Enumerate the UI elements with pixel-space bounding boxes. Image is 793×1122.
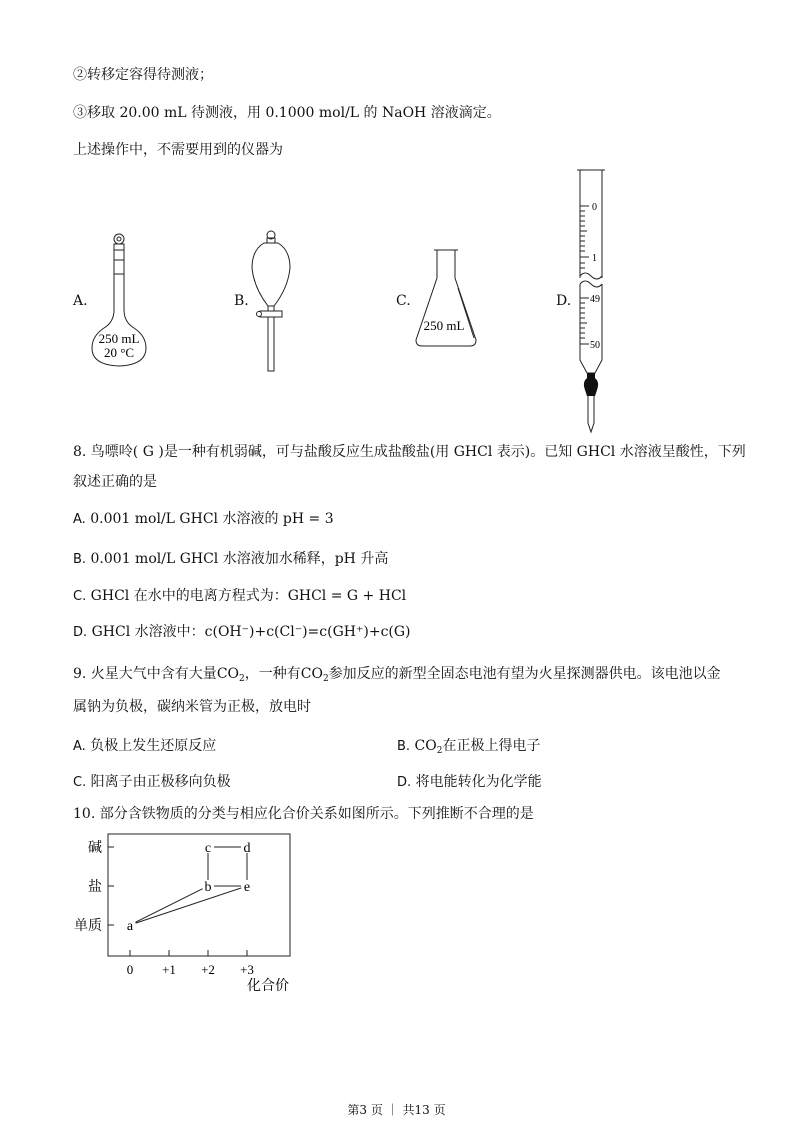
point-c: c (204, 841, 212, 856)
x-tick-label: +1 (162, 962, 176, 977)
point-d: d (243, 841, 251, 856)
q8-option-a[interactable] (73, 510, 334, 529)
erlenmeyer-flask-icon (412, 248, 482, 356)
x-tick-label: +2 (201, 962, 215, 977)
volumetric-flask-icon (88, 230, 158, 375)
option-label: A. (73, 512, 86, 527)
q8-stem-line2: 叙述正确的是 (73, 474, 157, 490)
burette-mark-49: 49 (590, 294, 600, 305)
q7-option-c-label[interactable]: C. (396, 293, 411, 309)
x-tick-label: +3 (240, 962, 254, 977)
x-axis-label: 化合价 (247, 979, 289, 994)
q7-option-a-label[interactable]: A. (73, 293, 88, 309)
y-tick-label: 单质 (74, 919, 102, 934)
q7-question: 上述操作中，不需要用到的仪器为 (73, 142, 283, 158)
x-tick-label: 0 (126, 962, 134, 977)
erlenmeyer-volume-label: 250 mL (423, 318, 465, 333)
option-text: GHCl 水溶液中：c(OH⁻)+c(Cl⁻)=c(GH⁺)+c(G) (91, 624, 411, 640)
q9-stem-line1: 9. 火星大气中含有大量$CO_2$，一种有$CO_2$参加反应的新型全固态电池有望为火星探测器供电。该电池以金 (73, 666, 721, 684)
y-tick-label: 盐 (88, 880, 102, 895)
option-label: B. (73, 552, 87, 567)
q10-stem: 10. 部分含铁物质的分类与相应化合价关系如图所示。下列推断不合理的是 (73, 806, 534, 822)
option-label: C. (73, 589, 87, 604)
flask-temp-label: 20 °C (103, 345, 135, 360)
point-e: e (243, 880, 251, 895)
q7-option-d-label[interactable]: D. (556, 293, 572, 309)
q9-option-c[interactable]: C. 阳离子由正极移向负极 (73, 774, 231, 790)
y-tick-label: 碱 (88, 841, 102, 856)
q7-option-b-label[interactable]: B. (234, 293, 249, 309)
q8-stem-line1: 8. 鸟嘌呤( G )是一种有机弱碱，可与盐酸反应生成盐酸盐(用 GHCl 表示)。已知 GHCl 水溶液呈酸性，下列 (73, 444, 746, 460)
burette-mark-50: 50 (590, 340, 600, 351)
page-footer: 第3 页 ｜ 共13 页 (347, 1103, 446, 1117)
separatory-funnel-icon (250, 228, 300, 376)
burette-mark-1: 1 (592, 253, 597, 264)
q7-step3: ③移取 20.00 mL 待测液，用 0.1000 mol/L 的 NaOH 溶液滴定。 (73, 105, 501, 121)
q9-stem-line2: 属钠为负极，碳纳米管为正极，放电时 (73, 699, 311, 715)
q8-option-d[interactable] (73, 623, 411, 642)
option-text: 0.001 mol/L GHCl 水溶液加水稀释，pH 升高 (90, 551, 389, 567)
q7-step2: ②转移定容得待测液； (73, 67, 213, 83)
option-text: 0.001 mol/L GHCl 水溶液的 pH = 3 (90, 511, 334, 527)
q8-option-c[interactable] (73, 587, 406, 606)
point-a: a (126, 919, 134, 934)
flask-volume-label: 250 mL (98, 331, 140, 346)
burette-mark-0: 0 (592, 202, 597, 213)
link-a-b (135, 889, 202, 923)
link-a-e (136, 888, 242, 923)
burette-icon (575, 168, 615, 436)
option-label: D. (73, 625, 88, 640)
q8-option-b[interactable] (73, 550, 388, 569)
diagram-frame (108, 834, 290, 956)
q9-option-a[interactable]: A. 负极上发生还原反应 (73, 738, 217, 754)
q9-option-b[interactable]: B. $CO_2$在正极上得电子 (397, 738, 541, 756)
q9-option-d[interactable]: D. 将电能转化为化学能 (397, 774, 542, 790)
iron-valence-diagram (60, 828, 320, 998)
option-text: GHCl 在水中的电离方程式为：GHCl = G + HCl (90, 588, 407, 604)
point-b: b (204, 880, 212, 895)
